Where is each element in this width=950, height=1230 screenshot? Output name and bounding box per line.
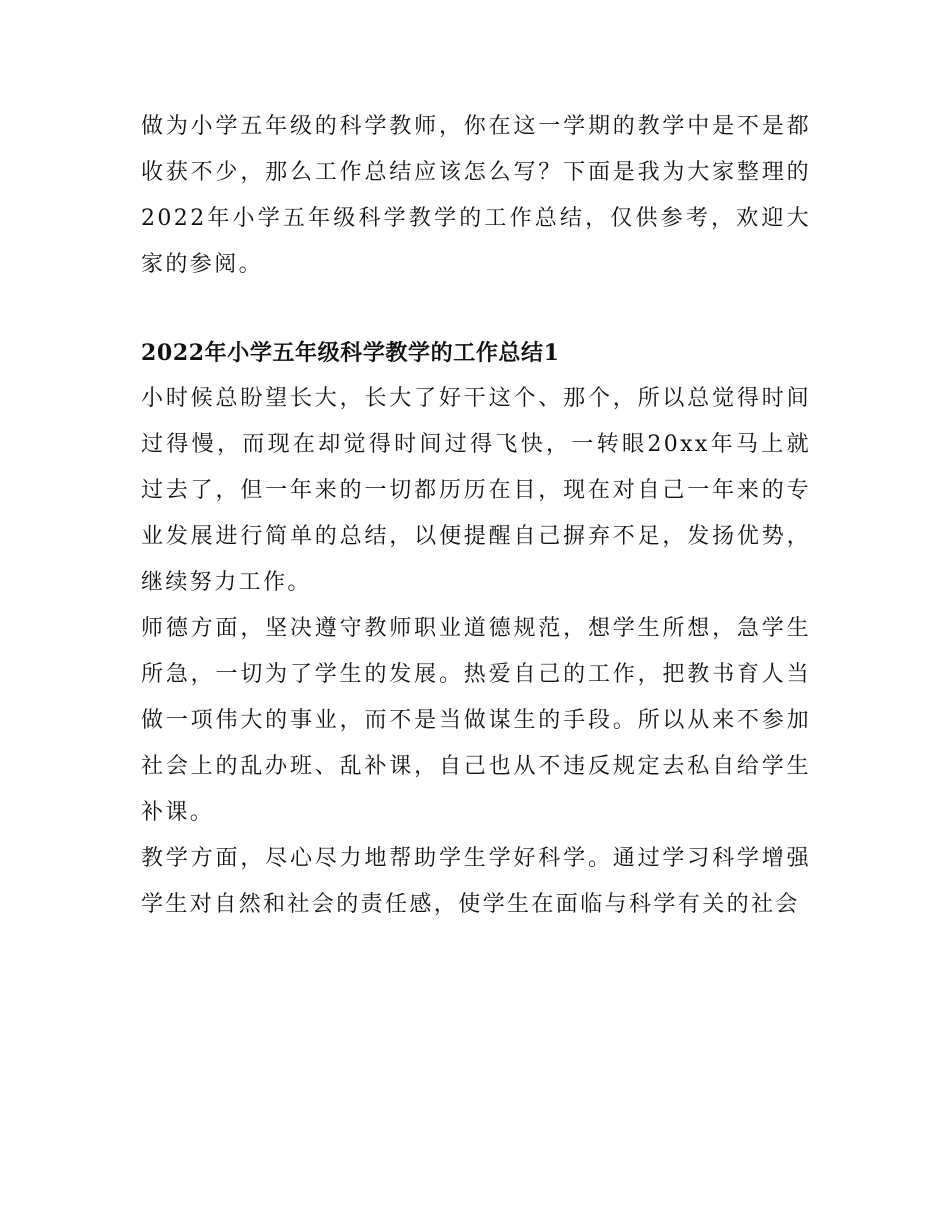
section-title: 2022年小学五年级科学教学的工作总结1 (141, 340, 560, 366)
body-paragraph-3: 教学方面，尽心尽力地帮助学生学好科学。通过学习科学增强学生对自然和社会的责任感，使学生在面临与科学有关的社会 (141, 846, 811, 917)
intro-paragraph: 做为小学五年级的科学教师，你在这一学期的教学中是不是都收获不少，那么工作总结应该怎么写？下面是我为大家整理的2022年小学五年级科学教学的工作总结，仅供参考，欢迎大家的参阅。 (141, 114, 811, 277)
document-body (141, 104, 811, 928)
body-paragraph-2: 师德方面，坚决遵守教师职业道德规范，想学生所想，急学生所急，一切为了学生的发展。热爱自己的工作，把教书育人当做一项伟大的事业，而不是当做谋生的手段。所以从来不参加社会上的乱办班、乱补课，自己也从不违反规定去私自给学生补课。 (141, 616, 811, 825)
body-paragraph-1: 小时候总盼望长大，长大了好干这个、那个，所以总觉得时间过得慢，而现在却觉得时间过得飞快，一转眼20xx年马上就过去了，但一年来的一切都历历在目，现在对自己一年来的专业发展进行简单的总结，以便提醒自己摒弃不足，发扬优势，继续努力工作。 (141, 386, 811, 595)
